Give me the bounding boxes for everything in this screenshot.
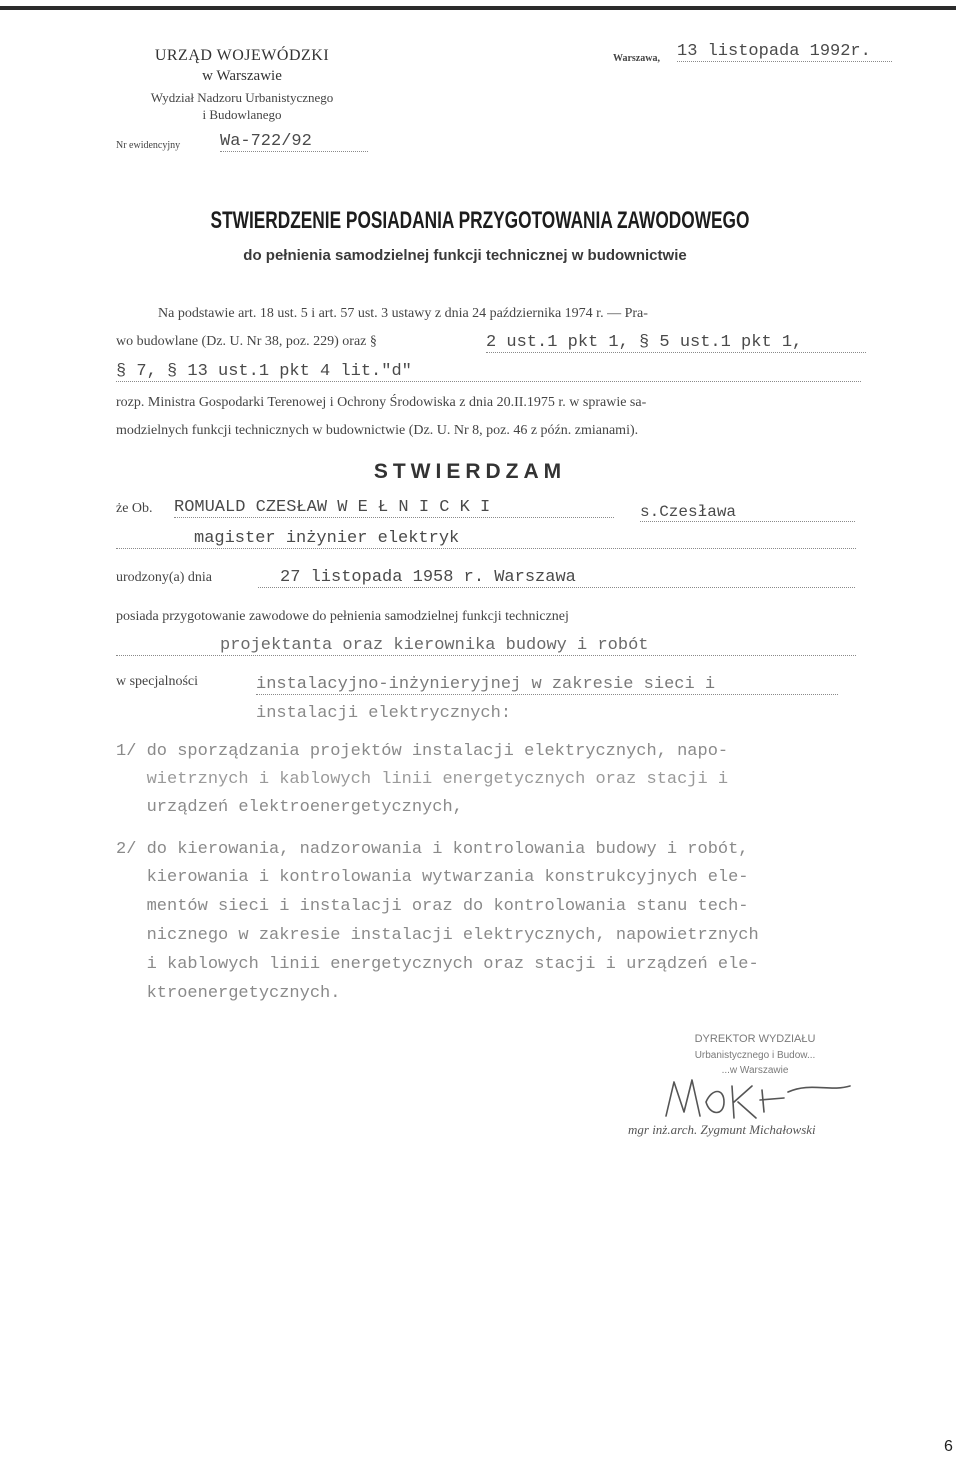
date-place: Warszawa, bbox=[613, 53, 660, 64]
scope-line: nicznego w zakresie instalacji elektrycznych, napowietrznych bbox=[116, 926, 759, 945]
specialty-label: w specjalności bbox=[116, 674, 199, 689]
date-value: 13 listopada 1992r. bbox=[677, 42, 892, 62]
birth-label: urodzony(a) dnia bbox=[116, 570, 213, 585]
top-border bbox=[0, 6, 956, 10]
basis-typed-paragraphs: 2 ust.1 pkt 1, § 5 ust.1 pkt 1, bbox=[486, 333, 866, 353]
title-main: STWIERDZENIE POSIADANIA PRZYGOTOWANIA ZAWODOWEGO bbox=[210, 207, 750, 234]
birth-value: 27 listopada 1958 r. Warszawa bbox=[258, 568, 855, 588]
document-title bbox=[80, 207, 880, 235]
title-subtitle: do pełnienia samodzielnej funkcji technicznej w budownictwie bbox=[243, 247, 687, 264]
office-name: URZĄD WOJEWÓDZKI bbox=[154, 47, 330, 64]
registry-number: Wa-722/92 bbox=[220, 132, 368, 152]
scope-line: kierowania i kontrolowania wytwarzania konstrukcyjnych ele- bbox=[116, 868, 749, 887]
stamp-line-1: DYREKTOR WYDZIAŁU bbox=[694, 1033, 816, 1045]
scope-line: i kablowych linii energetycznych oraz stacji i urządzeń ele- bbox=[116, 955, 759, 974]
confirm-heading: STWIERDZAM bbox=[373, 460, 567, 483]
qualification-label: posiada przygotowanie zawodowe do pełnienia samodzielnej funkcji technicznej bbox=[116, 609, 569, 624]
person-degree: magister inżynier elektryk bbox=[116, 529, 856, 549]
qualification-function: projektanta oraz kierownika budowy i robót bbox=[116, 636, 856, 656]
basis-line-4: rozp. Ministra Gospodarki Terenowej i Ochrony Środowiska z dnia 20.II.1975 r. w sprawie sa- bbox=[116, 395, 647, 410]
scope-line: mentów sieci i instalacji oraz do kontrolowania stanu tech- bbox=[116, 897, 749, 916]
person-label: że Ob. bbox=[116, 501, 153, 516]
signer-name: mgr inż.arch. Zygmunt Michałowski bbox=[628, 1122, 816, 1137]
scope-line: ktroenergetycznych. bbox=[116, 984, 341, 1003]
specialty-line-2: instalacji elektrycznych: bbox=[256, 704, 512, 723]
stamp-line-3: ...w Warszawie bbox=[721, 1065, 789, 1076]
basis-line-5: modzielnych funkcji technicznych w budownictwie (Dz. U. Nr 8, poz. 46 z późn. zmianami). bbox=[116, 423, 639, 438]
scope-line: urządzeń elektroenergetycznych, bbox=[116, 798, 463, 817]
office-department-2: i Budowlanego bbox=[202, 107, 282, 122]
scope-line: 2/ do kierowania, nadzorowania i kontrolowania budowy i robót, bbox=[116, 840, 749, 859]
handwritten-signature bbox=[660, 1072, 860, 1128]
specialty-line-1: instalacyjno-inżynieryjnej w zakresie sieci i bbox=[256, 675, 838, 695]
scope-line: wietrznych i kablowych linii energetycznych oraz stacji i bbox=[116, 770, 729, 789]
person-name: ROMUALD CZESŁAW W E Ł N I C K I bbox=[174, 498, 614, 518]
basis-typed-paragraphs-2: § 7, § 13 ust.1 pkt 4 lit."d" bbox=[116, 362, 861, 382]
basis-line-2: wo budowlane (Dz. U. Nr 38, poz. 229) oraz § bbox=[116, 334, 377, 349]
registry-label: Nr ewidencyjny bbox=[116, 140, 181, 151]
person-father: s.Czesława bbox=[640, 503, 855, 522]
page-number: 6 bbox=[944, 1438, 953, 1455]
basis-line-1: Na podstawie art. 18 ust. 5 i art. 57 ust. 3 ustawy z dnia 24 października 1974 r. — Pra- bbox=[158, 306, 648, 321]
office-department: Wydział Nadzoru Urbanistycznego bbox=[150, 90, 334, 105]
scope-line: 1/ do sporządzania projektów instalacji elektrycznych, napo- bbox=[116, 742, 729, 761]
stamp-line-2: Urbanistycznego i Budow... bbox=[694, 1050, 816, 1061]
office-city: w Warszawie bbox=[202, 68, 282, 84]
